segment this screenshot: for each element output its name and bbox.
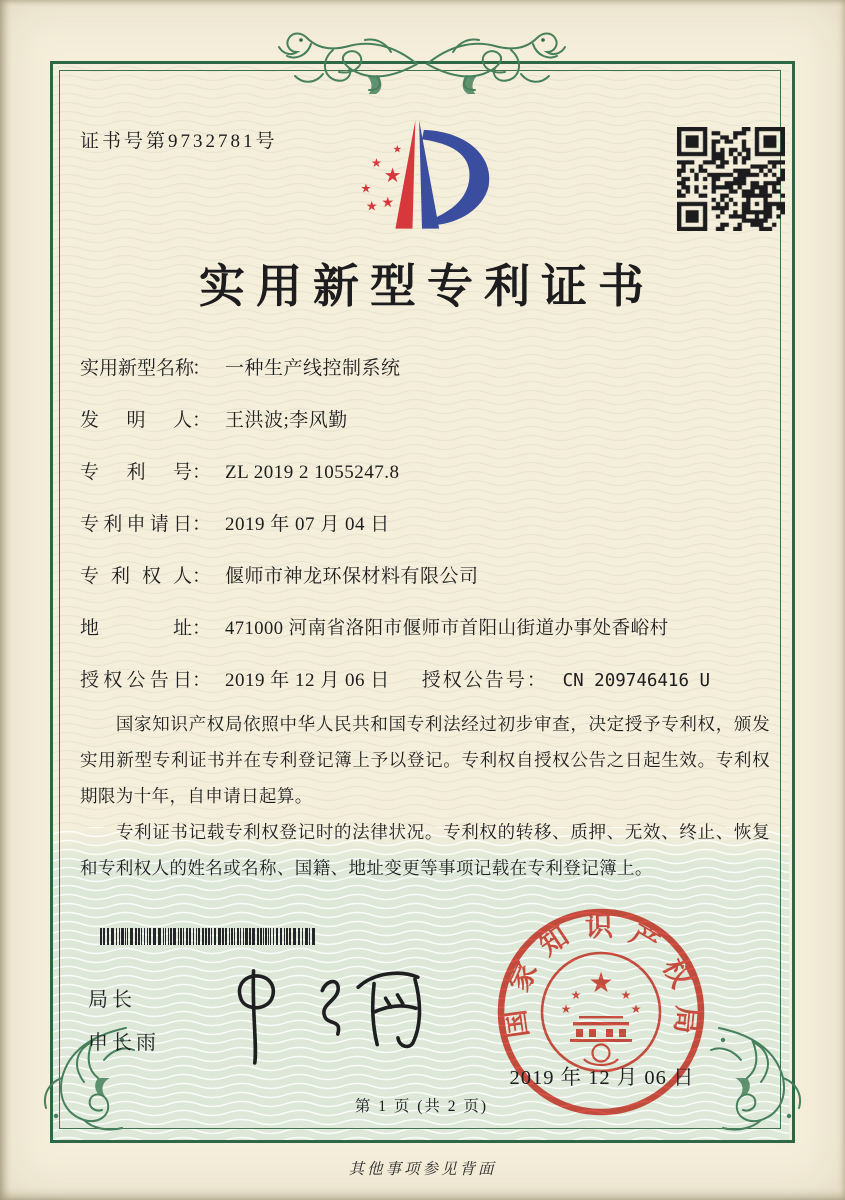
- field-label: 地址: [80, 618, 192, 639]
- svg-text:★: ★: [381, 194, 395, 211]
- field-value: 一种生产线控制系统: [225, 358, 401, 379]
- logo-stars: [360, 144, 402, 215]
- field-label: 专利申请日: [80, 514, 192, 535]
- field-label: 授权公告日: [80, 670, 192, 691]
- svg-text:★: ★: [588, 966, 614, 999]
- field-value: 2019 年 07 月 04 日: [225, 514, 390, 535]
- field-label: 发明人: [80, 410, 192, 431]
- field-row-inventor: 发明人 ： 王洪波;李风勤: [80, 408, 710, 460]
- seal-date: 2019 年 12 月 06 日: [509, 1067, 695, 1089]
- svg-text:★: ★: [365, 199, 378, 215]
- handwritten-signature: [225, 952, 450, 1070]
- certificate-number: 证书号第9732781号: [80, 131, 278, 152]
- field-label: 专利权人: [80, 566, 192, 587]
- svg-text:★: ★: [392, 143, 402, 156]
- certificate-title: 实用新型专利证书: [199, 261, 655, 312]
- svg-text:★: ★: [383, 163, 402, 188]
- field-row-patentee: 专利权人 ： 偃师市神龙环保材料有限公司: [80, 564, 710, 616]
- field-row-patent-no: 专利号 ： ZL 2019 2 1055247.8: [80, 460, 710, 512]
- field-value: 2019 年 12 月 06 日: [225, 670, 390, 691]
- field-row-grant-date: 授权公告日 ： 2019 年 12 月 06 日 授权公告号： CN 209746416 U: [80, 668, 710, 720]
- field-label: 实用新型名称: [80, 358, 195, 379]
- paragraph: 专利证书记载专利权登记时的法律状况。专利权的转移、质押、无效、终止、恢复和专利权人的姓名或名称、国籍、地址变更等事项记载在专利登记簿上。: [80, 822, 770, 878]
- seal-ring-text: 国家知识产权局: [500, 911, 702, 1040]
- field-row-filing-date: 专利申请日 ： 2019 年 07 月 04 日: [80, 512, 710, 564]
- grant-publication-no: 授权公告号： CN 209746416 U: [421, 670, 711, 691]
- back-note: 其他事项参见背面: [348, 1161, 497, 1178]
- field-row-name: 实用新型名称 ： 一种生产线控制系统: [80, 356, 710, 408]
- field-value: 471000 河南省洛阳市偃师市首阳山街道办事处香峪村: [225, 619, 669, 639]
- page-number: 第 1 页 (共 2 页): [354, 1098, 489, 1115]
- field-value: ZL 2019 2 1055247.8: [225, 462, 400, 483]
- svg-text:★: ★: [560, 1002, 572, 1016]
- barcode: [100, 928, 320, 945]
- svg-text:★: ★: [630, 1002, 642, 1016]
- officer-title: 局长: [88, 989, 136, 1011]
- officer-name: 申长雨: [88, 1032, 160, 1054]
- field-list: [80, 356, 710, 720]
- legal-text: [80, 706, 770, 886]
- svg-text:★: ★: [620, 988, 632, 1002]
- field-row-address: 地址 ： 471000 河南省洛阳市偃师市首阳山街道办事处香峪村: [80, 616, 710, 668]
- national-emblem: [542, 953, 660, 1071]
- field-value: 王洪波;李风勤: [225, 410, 348, 431]
- field-value: 偃师市神龙环保材料有限公司: [225, 566, 479, 587]
- field-label: 专利号: [80, 462, 192, 483]
- svg-text:★: ★: [360, 181, 372, 196]
- field-label: 授权公告号: [421, 670, 527, 691]
- cnipa-logo: [346, 112, 498, 236]
- field-value: CN 209746416 U: [562, 671, 711, 691]
- paragraph: 国家知识产权局依照中华人民共和国专利法经过初步审查，决定授予专利权，颁发实用新型专利证书并在专利登记簿上予以登记。专利权自授权公告之日起生效。专利权期限为十年，自申请日起算。: [80, 714, 770, 806]
- svg-text:★: ★: [370, 155, 382, 170]
- qr-code: [677, 127, 785, 231]
- official-seal: [486, 897, 716, 1127]
- dragon-ornament: [277, 26, 567, 94]
- svg-text:★: ★: [570, 988, 582, 1002]
